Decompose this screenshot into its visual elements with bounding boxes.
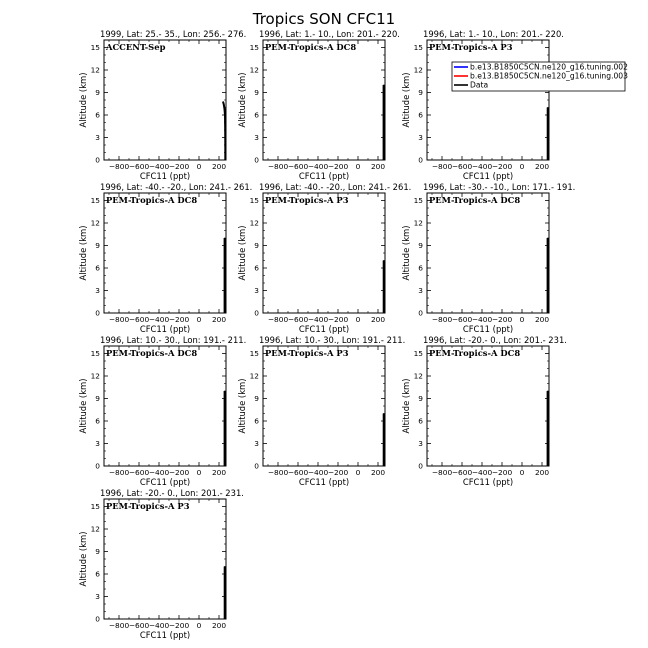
x-axis-label: CFC11 (ppt) bbox=[139, 477, 191, 487]
y-tick-label: 9 bbox=[254, 394, 259, 403]
x-tick-label: 200 bbox=[370, 162, 386, 171]
x-axis-label: CFC11 (ppt) bbox=[139, 630, 191, 640]
x-tick-label: −800 bbox=[108, 315, 130, 324]
legend-entry-label: b.e13.B1850C5CN.ne120_g16.tuning.002 bbox=[470, 62, 628, 72]
x-tick-label: −200 bbox=[168, 315, 190, 324]
panel-header: 1996, Lat: 10.- 30., Lon: 191.- 211. bbox=[100, 335, 247, 345]
y-tick-label: 12 bbox=[90, 371, 100, 381]
x-tick-label: −400 bbox=[471, 315, 493, 324]
y-axis-label: Altitude (km) bbox=[401, 378, 411, 434]
x-tick-label: −600 bbox=[451, 468, 473, 477]
x-tick-label: −400 bbox=[471, 468, 493, 477]
y-tick-label: 9 bbox=[95, 88, 100, 97]
y-tick-label: 0 bbox=[254, 155, 259, 165]
panel-header: 1996, Lat: 1.- 10., Lon: 201.- 220. bbox=[259, 29, 400, 39]
plot-frame bbox=[263, 193, 385, 313]
y-tick-label: 0 bbox=[95, 461, 100, 471]
x-axis-label: CFC11 (ppt) bbox=[298, 324, 350, 334]
x-tick-label: −400 bbox=[307, 315, 329, 324]
x-tick-label: −400 bbox=[148, 468, 170, 477]
y-axis-label: Altitude (km) bbox=[237, 225, 247, 281]
plot-frame bbox=[263, 346, 385, 466]
x-tick-label: −600 bbox=[451, 162, 473, 171]
panel-header: 1996, Lat: -20.- 0., Lon: 201.- 231. bbox=[100, 488, 244, 498]
panel-label: PEM-Tropics-A DC8 bbox=[106, 348, 198, 358]
panel-label: PEM-Tropics-A P3 bbox=[265, 348, 349, 358]
x-tick-label: −200 bbox=[168, 162, 190, 171]
x-tick-label: 0 bbox=[196, 315, 202, 324]
x-tick-label: −400 bbox=[307, 162, 329, 171]
y-tick-label: 15 bbox=[249, 349, 259, 358]
y-tick-label: 0 bbox=[418, 461, 423, 471]
panel-label: PEM-Tropics-A P3 bbox=[106, 501, 190, 511]
y-tick-label: 15 bbox=[413, 196, 423, 205]
x-axis-label: CFC11 (ppt) bbox=[462, 477, 514, 487]
panel-10 bbox=[78, 488, 244, 640]
legend-entry-label: Data bbox=[470, 80, 489, 90]
x-tick-label: 0 bbox=[519, 468, 525, 477]
x-tick-label: −400 bbox=[471, 162, 493, 171]
plot-frame bbox=[427, 193, 549, 313]
panel-4 bbox=[78, 182, 252, 334]
panel-label: PEM-Tropics-A DC8 bbox=[429, 348, 521, 358]
y-tick-label: 0 bbox=[418, 155, 423, 165]
series-line-data bbox=[223, 102, 225, 161]
y-tick-label: 6 bbox=[418, 263, 423, 273]
y-tick-label: 12 bbox=[249, 65, 259, 75]
x-tick-label: −200 bbox=[491, 315, 513, 324]
x-axis-label: CFC11 (ppt) bbox=[462, 171, 514, 181]
x-tick-label: 200 bbox=[534, 468, 550, 477]
x-tick-label: −800 bbox=[431, 162, 453, 171]
x-tick-label: −800 bbox=[267, 468, 289, 477]
x-tick-label: −800 bbox=[431, 468, 453, 477]
panel-header: 1996, Lat: -20.- 0., Lon: 201.- 231. bbox=[423, 335, 567, 345]
plot-frame bbox=[263, 40, 385, 160]
y-axis-label: Altitude (km) bbox=[237, 378, 247, 434]
y-tick-label: 3 bbox=[254, 286, 259, 295]
y-tick-label: 6 bbox=[95, 416, 100, 426]
figure-title: Tropics SON CFC11 bbox=[252, 10, 396, 28]
y-tick-label: 9 bbox=[95, 241, 100, 250]
y-axis-label: Altitude (km) bbox=[78, 378, 88, 434]
x-tick-label: −600 bbox=[128, 468, 150, 477]
y-tick-label: 6 bbox=[95, 569, 100, 579]
x-tick-label: 0 bbox=[355, 315, 361, 324]
plot-frame bbox=[427, 346, 549, 466]
y-tick-label: 12 bbox=[413, 65, 423, 75]
legend-entry-label: b.e13.B1850C5CN.ne120_g16.tuning.003 bbox=[470, 71, 628, 81]
y-tick-label: 0 bbox=[95, 614, 100, 624]
y-tick-label: 3 bbox=[418, 286, 423, 295]
y-tick-label: 15 bbox=[90, 196, 100, 205]
plot-frame bbox=[104, 346, 226, 466]
x-tick-label: −200 bbox=[327, 162, 349, 171]
legend bbox=[452, 62, 628, 91]
panel-5 bbox=[237, 182, 411, 334]
x-tick-label: 200 bbox=[370, 315, 386, 324]
y-tick-label: 9 bbox=[254, 88, 259, 97]
y-tick-label: 9 bbox=[95, 394, 100, 403]
y-tick-label: 12 bbox=[413, 218, 423, 228]
y-tick-label: 15 bbox=[90, 43, 100, 52]
x-tick-label: 200 bbox=[211, 621, 227, 630]
x-axis-label: CFC11 (ppt) bbox=[462, 324, 514, 334]
y-axis-label: Altitude (km) bbox=[401, 72, 411, 128]
plot-frame bbox=[427, 40, 549, 160]
panel-8 bbox=[237, 335, 405, 487]
panel-header: 1996, Lat: -40.- -20., Lon: 241.- 261. bbox=[259, 182, 412, 192]
panel-7 bbox=[78, 335, 246, 487]
x-tick-label: 0 bbox=[355, 468, 361, 477]
x-tick-label: −600 bbox=[287, 315, 309, 324]
x-tick-label: −200 bbox=[327, 468, 349, 477]
panel-header: 1999, Lat: 25.- 35., Lon: 256.- 276. bbox=[100, 29, 247, 39]
y-axis-label: Altitude (km) bbox=[78, 531, 88, 587]
x-tick-label: −600 bbox=[128, 315, 150, 324]
panel-label: PEM-Tropics-A DC8 bbox=[106, 195, 198, 205]
x-tick-label: −200 bbox=[327, 315, 349, 324]
x-tick-label: 0 bbox=[519, 315, 525, 324]
y-axis-label: Altitude (km) bbox=[78, 225, 88, 281]
y-tick-label: 6 bbox=[254, 110, 259, 120]
y-tick-label: 15 bbox=[413, 349, 423, 358]
y-tick-label: 3 bbox=[95, 439, 100, 448]
x-tick-label: −800 bbox=[267, 162, 289, 171]
plot-frame bbox=[104, 499, 226, 619]
panel-1 bbox=[78, 29, 246, 181]
x-axis-label: CFC11 (ppt) bbox=[298, 477, 350, 487]
x-tick-label: −200 bbox=[491, 468, 513, 477]
x-tick-label: 200 bbox=[370, 468, 386, 477]
panel-label: PEM-Tropics-A DC8 bbox=[265, 42, 357, 52]
x-tick-label: −200 bbox=[168, 621, 190, 630]
plot-frame bbox=[104, 40, 226, 160]
x-axis-label: CFC11 (ppt) bbox=[139, 324, 191, 334]
y-tick-label: 3 bbox=[418, 133, 423, 142]
y-tick-label: 9 bbox=[418, 394, 423, 403]
y-tick-label: 12 bbox=[249, 218, 259, 228]
y-tick-label: 9 bbox=[418, 88, 423, 97]
y-tick-label: 6 bbox=[95, 263, 100, 273]
x-tick-label: −600 bbox=[128, 621, 150, 630]
y-tick-label: 12 bbox=[90, 65, 100, 75]
x-tick-label: 200 bbox=[211, 315, 227, 324]
y-tick-label: 6 bbox=[254, 263, 259, 273]
x-tick-label: −800 bbox=[108, 468, 130, 477]
y-tick-label: 12 bbox=[90, 218, 100, 228]
y-tick-label: 0 bbox=[418, 308, 423, 318]
y-tick-label: 0 bbox=[95, 308, 100, 318]
y-tick-label: 15 bbox=[249, 196, 259, 205]
panel-6 bbox=[401, 182, 575, 334]
x-tick-label: 0 bbox=[196, 162, 202, 171]
y-tick-label: 9 bbox=[254, 241, 259, 250]
x-axis-label: CFC11 (ppt) bbox=[298, 171, 350, 181]
x-tick-label: 200 bbox=[211, 162, 227, 171]
y-tick-label: 6 bbox=[254, 416, 259, 426]
panel-label: PEM-Tropics-A DC8 bbox=[429, 195, 521, 205]
panel-header: 1996, Lat: 10.- 30., Lon: 191.- 211. bbox=[259, 335, 406, 345]
y-tick-label: 6 bbox=[418, 416, 423, 426]
x-axis-label: CFC11 (ppt) bbox=[139, 171, 191, 181]
y-tick-label: 0 bbox=[254, 461, 259, 471]
x-tick-label: 200 bbox=[534, 315, 550, 324]
plot-frame bbox=[104, 193, 226, 313]
y-axis-label: Altitude (km) bbox=[78, 72, 88, 128]
y-axis-label: Altitude (km) bbox=[401, 225, 411, 281]
x-tick-label: −400 bbox=[307, 468, 329, 477]
y-tick-label: 9 bbox=[95, 547, 100, 556]
panels bbox=[78, 29, 575, 640]
panel-label: PEM-Tropics-A P3 bbox=[265, 195, 349, 205]
y-tick-label: 0 bbox=[254, 308, 259, 318]
y-tick-label: 12 bbox=[90, 524, 100, 534]
y-tick-label: 12 bbox=[249, 371, 259, 381]
y-tick-label: 3 bbox=[254, 133, 259, 142]
x-tick-label: 0 bbox=[196, 621, 202, 630]
y-tick-label: 9 bbox=[418, 241, 423, 250]
y-tick-label: 15 bbox=[413, 43, 423, 52]
panel-header: 1996, Lat: 1.- 10., Lon: 201.- 220. bbox=[423, 29, 564, 39]
panel-header: 1996, Lat: -30.- -10., Lon: 171.- 191. bbox=[423, 182, 576, 192]
panel-9 bbox=[401, 335, 567, 487]
y-tick-label: 6 bbox=[418, 110, 423, 120]
x-tick-label: −600 bbox=[287, 468, 309, 477]
y-tick-label: 15 bbox=[90, 349, 100, 358]
y-tick-label: 3 bbox=[95, 133, 100, 142]
x-tick-label: −400 bbox=[148, 162, 170, 171]
x-tick-label: −600 bbox=[287, 162, 309, 171]
y-tick-label: 15 bbox=[249, 43, 259, 52]
x-tick-label: 0 bbox=[519, 162, 525, 171]
x-tick-label: 0 bbox=[196, 468, 202, 477]
panel-label: ACCENT-Sep bbox=[106, 42, 166, 52]
panel-label: PEM-Tropics-A P3 bbox=[429, 42, 513, 52]
x-tick-label: −600 bbox=[128, 162, 150, 171]
x-tick-label: 200 bbox=[534, 162, 550, 171]
y-tick-label: 3 bbox=[95, 592, 100, 601]
y-tick-label: 6 bbox=[95, 110, 100, 120]
x-tick-label: −600 bbox=[451, 315, 473, 324]
x-tick-label: −800 bbox=[108, 621, 130, 630]
x-tick-label: −200 bbox=[491, 162, 513, 171]
x-tick-label: −800 bbox=[108, 162, 130, 171]
panel-2 bbox=[237, 29, 400, 181]
x-tick-label: 0 bbox=[355, 162, 361, 171]
panel-3 bbox=[401, 29, 564, 181]
x-tick-label: −400 bbox=[148, 315, 170, 324]
x-tick-label: −800 bbox=[267, 315, 289, 324]
panel-header: 1996, Lat: -40.- -20., Lon: 241.- 261. bbox=[100, 182, 253, 192]
y-tick-label: 0 bbox=[95, 155, 100, 165]
x-tick-label: −200 bbox=[168, 468, 190, 477]
y-tick-label: 3 bbox=[254, 439, 259, 448]
y-tick-label: 15 bbox=[90, 502, 100, 511]
x-tick-label: −400 bbox=[148, 621, 170, 630]
y-tick-label: 3 bbox=[95, 286, 100, 295]
x-tick-label: −800 bbox=[431, 315, 453, 324]
y-tick-label: 3 bbox=[418, 439, 423, 448]
y-axis-label: Altitude (km) bbox=[237, 72, 247, 128]
x-tick-label: 200 bbox=[211, 468, 227, 477]
y-tick-label: 12 bbox=[413, 371, 423, 381]
